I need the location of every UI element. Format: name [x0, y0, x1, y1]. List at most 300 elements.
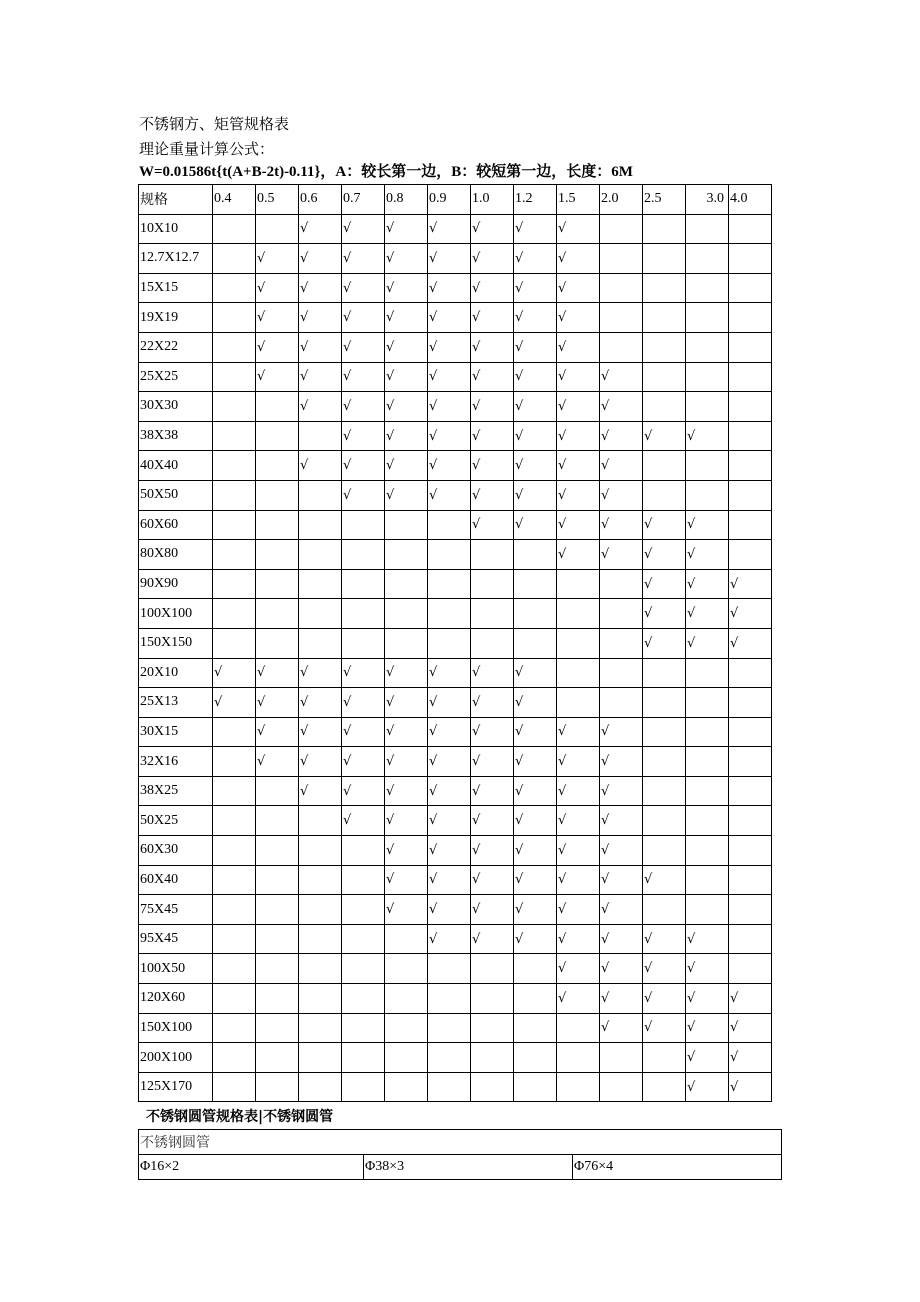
- spec-size-label: 20X10: [139, 658, 213, 688]
- empty-cell: [557, 658, 600, 688]
- availability-check-mark: √: [514, 924, 557, 954]
- spec-row: [139, 836, 772, 866]
- availability-check-mark: √: [471, 806, 514, 836]
- empty-cell: [729, 392, 772, 422]
- empty-cell: [342, 954, 385, 984]
- empty-cell: [213, 421, 256, 451]
- availability-check-mark: √: [557, 273, 600, 303]
- empty-cell: [471, 540, 514, 570]
- spec-table-body: [139, 214, 772, 1102]
- availability-check-mark: √: [557, 303, 600, 333]
- availability-check-mark: √: [729, 984, 772, 1014]
- empty-cell: [256, 806, 299, 836]
- availability-check-mark: √: [514, 510, 557, 540]
- availability-check-mark: √: [686, 510, 729, 540]
- availability-check-mark: √: [342, 480, 385, 510]
- empty-cell: [256, 1072, 299, 1102]
- empty-cell: [686, 332, 729, 362]
- availability-check-mark: √: [600, 895, 643, 925]
- empty-cell: [213, 244, 256, 274]
- availability-check-mark: √: [428, 806, 471, 836]
- empty-cell: [213, 1043, 256, 1073]
- empty-cell: [385, 540, 428, 570]
- empty-cell: [471, 984, 514, 1014]
- empty-cell: [299, 480, 342, 510]
- availability-check-mark: √: [428, 688, 471, 718]
- spec-row: [139, 362, 772, 392]
- empty-cell: [299, 865, 342, 895]
- availability-check-mark: √: [514, 747, 557, 777]
- thickness-header: 3.0: [686, 185, 729, 215]
- empty-cell: [213, 747, 256, 777]
- availability-check-mark: √: [256, 658, 299, 688]
- empty-cell: [686, 480, 729, 510]
- availability-check-mark: √: [342, 214, 385, 244]
- empty-cell: [385, 1072, 428, 1102]
- square-rect-tube-spec-table: [138, 184, 772, 1102]
- empty-cell: [686, 688, 729, 718]
- empty-cell: [600, 1043, 643, 1073]
- availability-check-mark: √: [428, 717, 471, 747]
- empty-cell: [256, 865, 299, 895]
- availability-check-mark: √: [342, 392, 385, 422]
- empty-cell: [557, 688, 600, 718]
- spec-row: [139, 510, 772, 540]
- availability-check-mark: √: [514, 776, 557, 806]
- availability-check-mark: √: [385, 362, 428, 392]
- spec-size-label: 90X90: [139, 569, 213, 599]
- availability-check-mark: √: [428, 480, 471, 510]
- empty-cell: [643, 362, 686, 392]
- empty-cell: [729, 244, 772, 274]
- spec-size-label: 95X45: [139, 924, 213, 954]
- empty-cell: [342, 836, 385, 866]
- spec-row: [139, 480, 772, 510]
- availability-check-mark: √: [557, 895, 600, 925]
- availability-check-mark: √: [342, 332, 385, 362]
- spec-size-label: 80X80: [139, 540, 213, 570]
- availability-check-mark: √: [299, 303, 342, 333]
- spec-row: [139, 865, 772, 895]
- round-tube-size: Φ38×3: [364, 1155, 573, 1180]
- availability-check-mark: √: [213, 688, 256, 718]
- empty-cell: [643, 836, 686, 866]
- empty-cell: [213, 628, 256, 658]
- empty-cell: [299, 628, 342, 658]
- spec-row: [139, 540, 772, 570]
- availability-check-mark: √: [729, 1043, 772, 1073]
- empty-cell: [514, 1072, 557, 1102]
- spec-size-label: 60X30: [139, 836, 213, 866]
- availability-check-mark: √: [557, 806, 600, 836]
- empty-cell: [213, 540, 256, 570]
- empty-cell: [514, 1013, 557, 1043]
- thickness-header: 2.5: [643, 185, 686, 215]
- empty-cell: [213, 362, 256, 392]
- availability-check-mark: √: [514, 836, 557, 866]
- empty-cell: [299, 421, 342, 451]
- spec-row: [139, 776, 772, 806]
- availability-check-mark: √: [256, 717, 299, 747]
- empty-cell: [385, 628, 428, 658]
- empty-cell: [471, 1043, 514, 1073]
- availability-check-mark: √: [385, 895, 428, 925]
- empty-cell: [514, 569, 557, 599]
- empty-cell: [600, 599, 643, 629]
- empty-cell: [600, 569, 643, 599]
- availability-check-mark: √: [428, 836, 471, 866]
- empty-cell: [729, 273, 772, 303]
- availability-check-mark: √: [557, 924, 600, 954]
- spec-size-label: 22X22: [139, 332, 213, 362]
- availability-check-mark: √: [342, 658, 385, 688]
- empty-cell: [213, 895, 256, 925]
- empty-cell: [213, 1072, 256, 1102]
- availability-check-mark: √: [600, 924, 643, 954]
- empty-cell: [299, 1043, 342, 1073]
- empty-cell: [729, 806, 772, 836]
- availability-check-mark: √: [557, 421, 600, 451]
- empty-cell: [729, 658, 772, 688]
- availability-check-mark: √: [471, 214, 514, 244]
- availability-check-mark: √: [428, 451, 471, 481]
- spec-size-label: 150X150: [139, 628, 213, 658]
- availability-check-mark: √: [557, 392, 600, 422]
- thickness-header: 0.7: [342, 185, 385, 215]
- availability-check-mark: √: [600, 806, 643, 836]
- empty-cell: [213, 332, 256, 362]
- empty-cell: [514, 599, 557, 629]
- empty-cell: [256, 924, 299, 954]
- availability-check-mark: √: [471, 865, 514, 895]
- empty-cell: [428, 1013, 471, 1043]
- availability-check-mark: √: [514, 332, 557, 362]
- availability-check-mark: √: [514, 688, 557, 718]
- spec-row: [139, 895, 772, 925]
- empty-cell: [729, 214, 772, 244]
- availability-check-mark: √: [600, 540, 643, 570]
- availability-check-mark: √: [643, 954, 686, 984]
- availability-check-mark: √: [428, 658, 471, 688]
- round-tube-size: Φ16×2: [139, 1155, 364, 1180]
- empty-cell: [686, 806, 729, 836]
- spec-size-label: 200X100: [139, 1043, 213, 1073]
- empty-cell: [643, 1072, 686, 1102]
- empty-cell: [256, 540, 299, 570]
- empty-cell: [213, 392, 256, 422]
- spec-size-label: 100X100: [139, 599, 213, 629]
- availability-check-mark: √: [428, 421, 471, 451]
- availability-check-mark: √: [600, 717, 643, 747]
- empty-cell: [428, 984, 471, 1014]
- availability-check-mark: √: [428, 895, 471, 925]
- empty-cell: [213, 954, 256, 984]
- thickness-header: 2.0: [600, 185, 643, 215]
- empty-cell: [643, 332, 686, 362]
- empty-cell: [643, 273, 686, 303]
- spec-row: [139, 1072, 772, 1102]
- availability-check-mark: √: [686, 540, 729, 570]
- availability-check-mark: √: [385, 244, 428, 274]
- availability-check-mark: √: [514, 421, 557, 451]
- availability-check-mark: √: [256, 747, 299, 777]
- availability-check-mark: √: [514, 806, 557, 836]
- formula-label: 理论重量计算公式：: [139, 142, 275, 158]
- availability-check-mark: √: [600, 865, 643, 895]
- empty-cell: [643, 658, 686, 688]
- empty-cell: [686, 717, 729, 747]
- availability-check-mark: √: [428, 214, 471, 244]
- availability-check-mark: √: [643, 1013, 686, 1043]
- empty-cell: [686, 865, 729, 895]
- empty-cell: [256, 628, 299, 658]
- empty-cell: [213, 776, 256, 806]
- availability-check-mark: √: [385, 303, 428, 333]
- empty-cell: [600, 1072, 643, 1102]
- availability-check-mark: √: [643, 865, 686, 895]
- availability-check-mark: √: [557, 362, 600, 392]
- availability-check-mark: √: [600, 776, 643, 806]
- thickness-header: 0.6: [299, 185, 342, 215]
- availability-check-mark: √: [686, 984, 729, 1014]
- empty-cell: [643, 392, 686, 422]
- empty-cell: [256, 1013, 299, 1043]
- empty-cell: [256, 214, 299, 244]
- empty-cell: [213, 806, 256, 836]
- empty-cell: [729, 303, 772, 333]
- availability-check-mark: √: [514, 303, 557, 333]
- availability-check-mark: √: [557, 540, 600, 570]
- availability-check-mark: √: [600, 480, 643, 510]
- spec-size-label: 15X15: [139, 273, 213, 303]
- availability-check-mark: √: [557, 747, 600, 777]
- empty-cell: [514, 954, 557, 984]
- empty-cell: [213, 480, 256, 510]
- availability-check-mark: √: [385, 717, 428, 747]
- spec-row: [139, 332, 772, 362]
- empty-cell: [600, 332, 643, 362]
- empty-cell: [471, 569, 514, 599]
- empty-cell: [557, 628, 600, 658]
- availability-check-mark: √: [600, 1013, 643, 1043]
- availability-check-mark: √: [600, 984, 643, 1014]
- empty-cell: [342, 540, 385, 570]
- availability-check-mark: √: [471, 747, 514, 777]
- empty-cell: [385, 510, 428, 540]
- availability-check-mark: √: [643, 924, 686, 954]
- availability-check-mark: √: [686, 1072, 729, 1102]
- empty-cell: [213, 836, 256, 866]
- spec-size-label: 100X50: [139, 954, 213, 984]
- availability-check-mark: √: [385, 688, 428, 718]
- empty-cell: [686, 836, 729, 866]
- empty-cell: [342, 984, 385, 1014]
- availability-check-mark: √: [385, 865, 428, 895]
- thickness-header: 0.4: [213, 185, 256, 215]
- empty-cell: [213, 984, 256, 1014]
- empty-cell: [299, 569, 342, 599]
- empty-cell: [686, 451, 729, 481]
- availability-check-mark: √: [342, 362, 385, 392]
- empty-cell: [686, 658, 729, 688]
- spec-size-label: 38X25: [139, 776, 213, 806]
- empty-cell: [299, 836, 342, 866]
- availability-check-mark: √: [514, 865, 557, 895]
- empty-cell: [213, 1013, 256, 1043]
- spec-size-label: 60X40: [139, 865, 213, 895]
- spec-row: [139, 747, 772, 777]
- spec-size-label: 50X50: [139, 480, 213, 510]
- availability-check-mark: √: [514, 244, 557, 274]
- availability-check-mark: √: [299, 717, 342, 747]
- empty-cell: [514, 1043, 557, 1073]
- empty-cell: [299, 954, 342, 984]
- empty-cell: [256, 569, 299, 599]
- spec-row: [139, 658, 772, 688]
- availability-check-mark: √: [600, 510, 643, 540]
- empty-cell: [600, 658, 643, 688]
- spec-row: [139, 1013, 772, 1043]
- empty-cell: [428, 1043, 471, 1073]
- availability-check-mark: √: [385, 214, 428, 244]
- availability-check-mark: √: [256, 688, 299, 718]
- availability-check-mark: √: [471, 421, 514, 451]
- empty-cell: [686, 392, 729, 422]
- thickness-header-row: [139, 185, 772, 215]
- availability-check-mark: √: [428, 776, 471, 806]
- availability-check-mark: √: [600, 954, 643, 984]
- availability-check-mark: √: [557, 451, 600, 481]
- empty-cell: [729, 510, 772, 540]
- availability-check-mark: √: [557, 510, 600, 540]
- empty-cell: [686, 362, 729, 392]
- empty-cell: [729, 954, 772, 984]
- empty-cell: [643, 688, 686, 718]
- availability-check-mark: √: [299, 688, 342, 718]
- availability-check-mark: √: [557, 214, 600, 244]
- empty-cell: [299, 1013, 342, 1043]
- availability-check-mark: √: [643, 510, 686, 540]
- availability-check-mark: √: [471, 510, 514, 540]
- empty-cell: [729, 451, 772, 481]
- availability-check-mark: √: [643, 540, 686, 570]
- availability-check-mark: √: [471, 451, 514, 481]
- availability-check-mark: √: [299, 392, 342, 422]
- empty-cell: [213, 717, 256, 747]
- empty-cell: [643, 895, 686, 925]
- empty-cell: [729, 421, 772, 451]
- empty-cell: [643, 717, 686, 747]
- availability-check-mark: √: [428, 273, 471, 303]
- availability-check-mark: √: [557, 984, 600, 1014]
- spec-size-label: 120X60: [139, 984, 213, 1014]
- availability-check-mark: √: [600, 392, 643, 422]
- spec-row: [139, 806, 772, 836]
- empty-cell: [428, 599, 471, 629]
- availability-check-mark: √: [557, 332, 600, 362]
- empty-cell: [514, 540, 557, 570]
- availability-check-mark: √: [342, 451, 385, 481]
- empty-cell: [600, 303, 643, 333]
- availability-check-mark: √: [514, 392, 557, 422]
- availability-check-mark: √: [342, 303, 385, 333]
- availability-check-mark: √: [686, 628, 729, 658]
- availability-check-mark: √: [686, 924, 729, 954]
- spec-row: [139, 273, 772, 303]
- round-tube-size-row: [139, 1155, 782, 1180]
- empty-cell: [385, 1043, 428, 1073]
- empty-cell: [256, 954, 299, 984]
- empty-cell: [385, 924, 428, 954]
- availability-check-mark: √: [256, 303, 299, 333]
- availability-check-mark: √: [385, 806, 428, 836]
- availability-check-mark: √: [471, 244, 514, 274]
- availability-check-mark: √: [471, 658, 514, 688]
- availability-check-mark: √: [299, 362, 342, 392]
- availability-check-mark: √: [557, 244, 600, 274]
- empty-cell: [600, 244, 643, 274]
- availability-check-mark: √: [385, 776, 428, 806]
- spec-size-label: 19X19: [139, 303, 213, 333]
- empty-cell: [471, 1013, 514, 1043]
- availability-check-mark: √: [514, 658, 557, 688]
- empty-cell: [471, 1072, 514, 1102]
- spec-corner-label: 规格: [139, 185, 213, 215]
- empty-cell: [729, 836, 772, 866]
- availability-check-mark: √: [686, 1013, 729, 1043]
- availability-check-mark: √: [428, 924, 471, 954]
- spec-row: [139, 688, 772, 718]
- round-tube-heading: 不锈钢圆管规格表|不锈钢圆管: [146, 1109, 334, 1125]
- availability-check-mark: √: [643, 984, 686, 1014]
- empty-cell: [342, 569, 385, 599]
- empty-cell: [385, 569, 428, 599]
- availability-check-mark: √: [471, 688, 514, 718]
- empty-cell: [256, 510, 299, 540]
- spec-row: [139, 1043, 772, 1073]
- availability-check-mark: √: [600, 451, 643, 481]
- spec-row: [139, 392, 772, 422]
- empty-cell: [385, 984, 428, 1014]
- empty-cell: [213, 599, 256, 629]
- spec-size-label: 50X25: [139, 806, 213, 836]
- availability-check-mark: √: [471, 362, 514, 392]
- empty-cell: [256, 392, 299, 422]
- empty-cell: [600, 273, 643, 303]
- availability-check-mark: √: [299, 747, 342, 777]
- empty-cell: [729, 865, 772, 895]
- availability-check-mark: √: [600, 362, 643, 392]
- empty-cell: [385, 1013, 428, 1043]
- availability-check-mark: √: [428, 303, 471, 333]
- empty-cell: [342, 895, 385, 925]
- availability-check-mark: √: [643, 569, 686, 599]
- empty-cell: [256, 1043, 299, 1073]
- spec-row: [139, 421, 772, 451]
- availability-check-mark: √: [471, 776, 514, 806]
- availability-check-mark: √: [471, 480, 514, 510]
- empty-cell: [729, 688, 772, 718]
- spec-row: [139, 717, 772, 747]
- empty-cell: [643, 244, 686, 274]
- spec-size-label: 60X60: [139, 510, 213, 540]
- empty-cell: [256, 421, 299, 451]
- availability-check-mark: √: [428, 392, 471, 422]
- round-tube-caption-row: [139, 1130, 782, 1155]
- empty-cell: [557, 1043, 600, 1073]
- availability-check-mark: √: [514, 214, 557, 244]
- availability-check-mark: √: [299, 214, 342, 244]
